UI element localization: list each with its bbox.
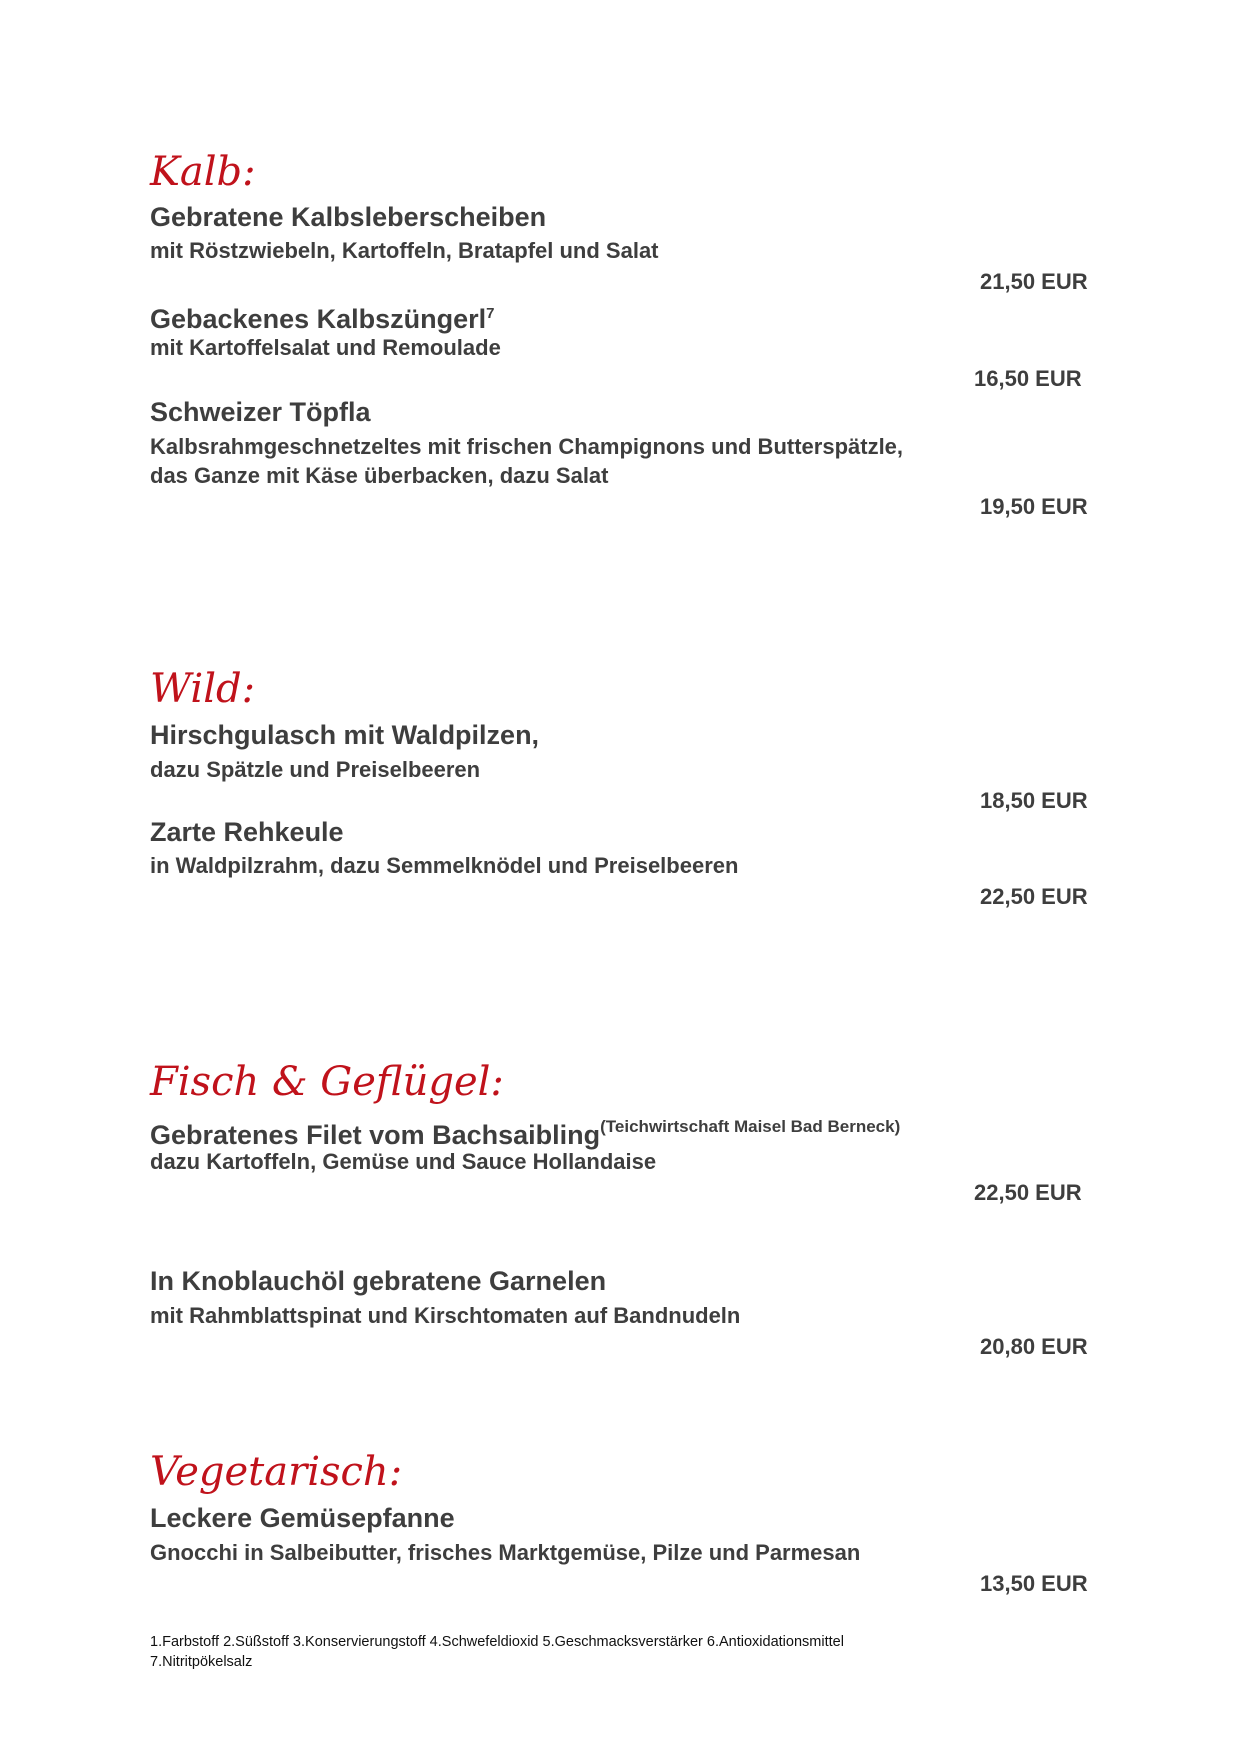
dish-name: Hirschgulasch mit Waldpilzen, (150, 720, 540, 750)
dish-price: 16,50 EUR (974, 366, 1082, 391)
dish-price: 22,50 EUR (980, 884, 1088, 909)
section-heading-wild: Wild: (150, 666, 256, 712)
additives-footnote: 7.Nitritpökelsalz (150, 1654, 253, 1670)
dish-description: mit Kartoffelsalat und Remoulade (150, 335, 501, 360)
dish-name: Leckere Gemüsepfanne (150, 1503, 455, 1533)
dish-description: das Ganze mit Käse überbacken, dazu Salat (150, 463, 609, 488)
dish-price: 22,50 EUR (974, 1180, 1082, 1205)
dish-name: Gebratene Kalbsleberscheiben (150, 202, 547, 232)
section-heading-fisch-gefluegel: Fisch & Geflügel: (150, 1059, 504, 1105)
dish-description: dazu Spätzle und Preiselbeeren (150, 757, 481, 782)
dish-origin-note: (Teichwirtschaft Maisel Bad Berneck) (600, 1117, 901, 1136)
dish-description: in Waldpilzrahm, dazu Semmelknödel und Preiselbeeren (150, 853, 739, 878)
dish-name (150, 1111, 900, 1151)
dish-price: 20,80 EUR (980, 1334, 1088, 1359)
additives-footnote: 1.Farbstoff 2.Süßstoff 3.Konservierungstoff 4.Schwefeldioxid 5.Geschmacksverstärker 6.Antioxidationsmittel (150, 1634, 844, 1650)
section-heading-kalb: Kalb: (150, 149, 256, 195)
dish-name-text: Gebackenes Kalbszüngerl (150, 304, 487, 334)
dish-name-text: Gebratenes Filet vom Bachsaibling (150, 1120, 601, 1150)
dish-description: Gnocchi in Salbeibutter, frisches Marktgemüse, Pilze und Parmesan (150, 1540, 861, 1565)
dish-name (150, 298, 494, 335)
additive-marker: 7 (486, 305, 495, 322)
dish-description: dazu Kartoffeln, Gemüse und Sauce Hollandaise (150, 1149, 657, 1174)
dish-price: 21,50 EUR (980, 269, 1088, 294)
dish-name: In Knoblauchöl gebratene Garnelen (150, 1266, 607, 1296)
dish-description: mit Rahmblattspinat und Kirschtomaten auf Bandnudeln (150, 1303, 741, 1328)
dish-description: Kalbsrahmgeschnetzeltes mit frischen Champignons und Butterspätzle, (150, 434, 904, 459)
dish-price: 13,50 EUR (980, 1571, 1088, 1596)
section-heading-vegetarisch: Vegetarisch: (150, 1449, 403, 1495)
dish-price: 18,50 EUR (980, 788, 1088, 813)
dish-name: Schweizer Töpfla (150, 397, 371, 427)
dish-name: Zarte Rehkeule (150, 817, 344, 847)
dish-price: 19,50 EUR (980, 494, 1088, 519)
dish-description: mit Röstzwiebeln, Kartoffeln, Bratapfel und Salat (150, 238, 659, 263)
